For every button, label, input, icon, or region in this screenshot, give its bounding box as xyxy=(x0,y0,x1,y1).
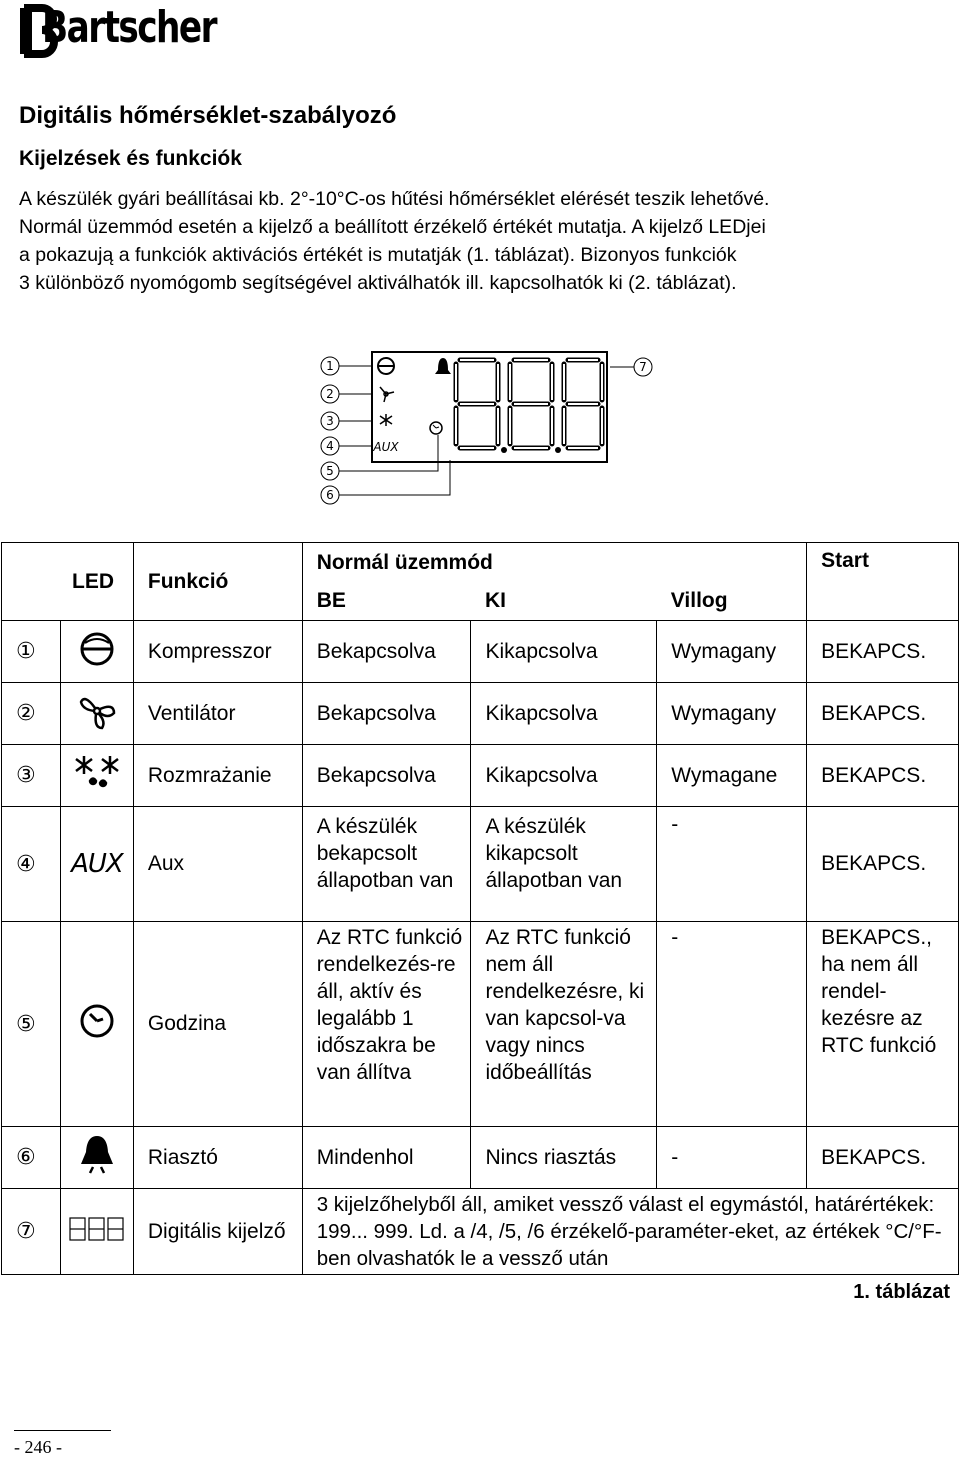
cell-be: Bekapcsolva xyxy=(302,683,471,745)
intro-line: A készülék gyári beállításai kb. 2°-10°C-os hűtési hőmérséklet elérését teszik lehetővé. xyxy=(19,188,770,210)
clock-small-icon xyxy=(430,422,442,434)
defrost-small-icon xyxy=(380,414,392,426)
cell-start: BEKAPCS., ha nem áll rendel-kezésre az RTC funkció xyxy=(807,922,959,1127)
page-number: - 246 - xyxy=(14,1437,62,1457)
table-caption: 1. táblázat xyxy=(853,1281,950,1303)
intro-line: Normál üzemmód esetén a kijelző a beállított érzékelő értékét mutatja. A kijelző LEDjei xyxy=(19,216,766,238)
table-row xyxy=(2,1127,959,1189)
row-number: ③ xyxy=(2,745,61,807)
table-row xyxy=(2,922,959,1127)
function-name: Godzina xyxy=(133,922,302,1127)
aux-small-label: AUX xyxy=(373,440,399,454)
svg-text:5: 5 xyxy=(326,464,334,478)
cell-description: 3 kijelzőhelyből áll, amiket vessző válast el egymástól, határértékek: 199... 999. Ld. a /4, /5, /6 érzékelő-paraméter-eket, az értékek °C/°F-ben olvashatók le a vessző után xyxy=(302,1189,958,1275)
display-diagram xyxy=(310,340,660,510)
callout-1 xyxy=(321,357,339,375)
table-row xyxy=(2,1189,959,1275)
svg-text:2: 2 xyxy=(326,387,334,401)
header-be: BE xyxy=(302,583,471,621)
brand-name: Bartscher xyxy=(42,2,217,53)
svg-text:6: 6 xyxy=(326,488,334,502)
compressor-small-icon xyxy=(378,358,394,374)
cell-start: BEKAPCS. xyxy=(807,621,959,683)
cell-ki: A készülék kikapcsolt állapotban van xyxy=(471,807,657,922)
compressor-icon xyxy=(60,621,133,683)
callout-7 xyxy=(634,358,652,376)
function-name: Kompresszor xyxy=(133,621,302,683)
svg-text:1: 1 xyxy=(326,359,334,373)
cell-villog: Wymagane xyxy=(657,745,807,807)
table-row xyxy=(2,683,959,745)
intro-line: a pokazują a funkciók aktivációs értékét is mutatják (1. táblázat). Bizonyos funkciók xyxy=(19,244,737,266)
callout-4 xyxy=(321,437,339,455)
header-ki: KI xyxy=(471,583,657,621)
row-number: ② xyxy=(2,683,61,745)
cell-be: Az RTC funkció rendelkezés-re áll, aktív és legalább 1 időszakra be van állítva xyxy=(302,922,471,1127)
header-funkcio: Funkció xyxy=(133,543,302,621)
bell-icon xyxy=(60,1127,133,1189)
cell-ki: Kikapcsolva xyxy=(471,621,657,683)
cell-start: BEKAPCS. xyxy=(807,683,959,745)
aux-icon xyxy=(60,807,133,922)
callout-3 xyxy=(321,412,339,430)
cell-ki: Nincs riasztás xyxy=(471,1127,657,1189)
section-title: Kijelzések és funkciók xyxy=(19,147,242,170)
cell-villog: - xyxy=(657,922,807,1127)
header-normal: Normál üzemmód xyxy=(302,543,806,583)
bell-small-icon xyxy=(435,358,451,374)
intro-paragraph xyxy=(19,185,949,297)
cell-start: BEKAPCS. xyxy=(807,807,959,922)
cell-ki: Kikapcsolva xyxy=(471,745,657,807)
digital-display-icon xyxy=(60,1189,133,1275)
defrost-icon xyxy=(60,745,133,807)
callout-5 xyxy=(321,462,339,480)
table-header-row xyxy=(2,543,959,583)
header-villog: Villog xyxy=(657,583,807,621)
row-number: ④ xyxy=(2,807,61,922)
fan-icon xyxy=(60,683,133,745)
function-name: Rozmrażanie xyxy=(133,745,302,807)
cell-be: Mindenhol xyxy=(302,1127,471,1189)
cell-be: A készülék bekapcsolt állapotban van xyxy=(302,807,471,922)
bartscher-logo xyxy=(18,2,228,62)
header-led: LED xyxy=(2,543,134,621)
cell-be: Bekapcsolva xyxy=(302,621,471,683)
function-name: Digitális kijelző xyxy=(133,1189,302,1275)
svg-text:7: 7 xyxy=(639,360,647,374)
function-name: Ventilátor xyxy=(133,683,302,745)
aux-icon-text: AUX xyxy=(71,849,123,879)
cell-start: BEKAPCS. xyxy=(807,1127,959,1189)
svg-text:3: 3 xyxy=(326,414,334,428)
header-start: Start xyxy=(807,543,959,621)
fan-small-icon xyxy=(380,387,394,402)
cell-start: BEKAPCS. xyxy=(807,745,959,807)
callout-2 xyxy=(321,385,339,403)
page-title: Digitális hőmérséklet-szabályozó xyxy=(19,102,397,129)
row-number: ① xyxy=(2,621,61,683)
row-number: ⑦ xyxy=(2,1189,61,1275)
table-row xyxy=(2,807,959,922)
svg-text:4: 4 xyxy=(326,439,334,453)
function-table xyxy=(1,542,959,1275)
function-name: Riasztó xyxy=(133,1127,302,1189)
table-row xyxy=(2,745,959,807)
cell-villog: Wymagany xyxy=(657,621,807,683)
cell-villog: Wymagany xyxy=(657,683,807,745)
footer-divider xyxy=(14,1430,111,1431)
function-name: Aux xyxy=(133,807,302,922)
row-number: ⑥ xyxy=(2,1127,61,1189)
intro-line: 3 különböző nyomógomb segítségével aktiválhatók ill. kapcsolhatók ki (2. táblázat). xyxy=(19,272,737,294)
table-row xyxy=(2,621,959,683)
row-number: ⑤ xyxy=(2,922,61,1127)
cell-be: Bekapcsolva xyxy=(302,745,471,807)
callout-6 xyxy=(321,486,339,504)
cell-ki: Az RTC funkció nem áll rendelkezésre, ki van kapcsol-va vagy nincs időbeállítás xyxy=(471,922,657,1127)
clock-icon xyxy=(60,922,133,1127)
cell-villog: - xyxy=(657,1127,807,1189)
cell-villog: - xyxy=(657,807,807,922)
cell-ki: Kikapcsolva xyxy=(471,683,657,745)
